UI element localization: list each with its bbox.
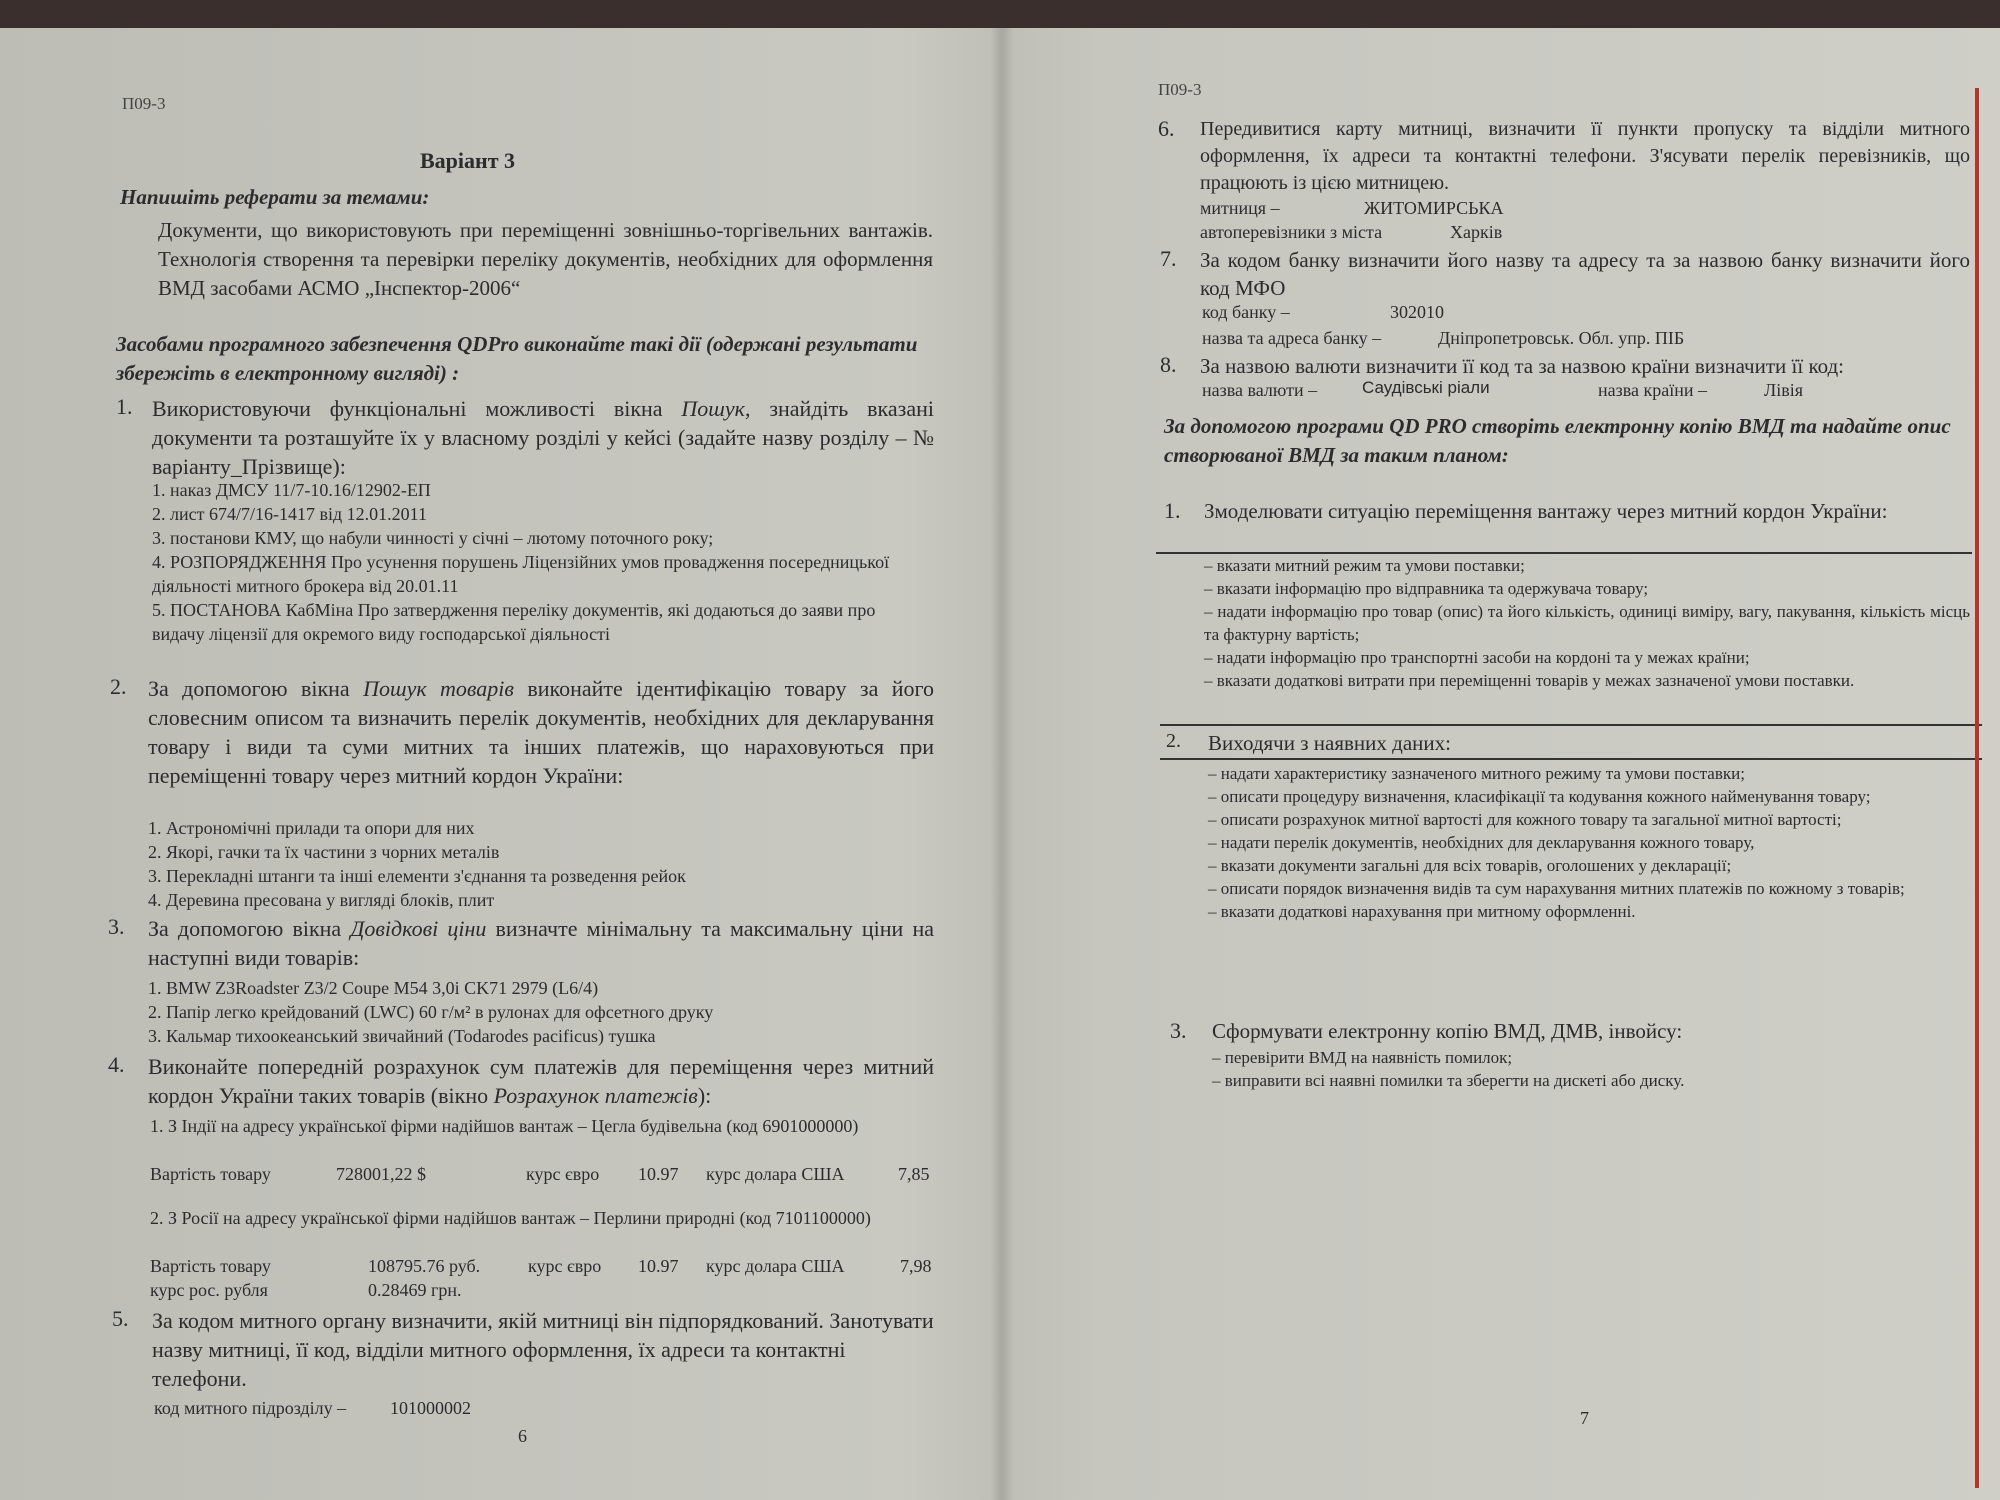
case-1-usd-label: курс долара США — [706, 1164, 845, 1184]
task-8-country-label: назва країни – — [1598, 380, 1707, 400]
list-item: 3. Кальмар тихоокеанський звичайний (Todarodes pacificus) тушка — [148, 1026, 656, 1046]
task-7-bank-name-value: Дніпропетровськ. Обл. упр. ПІБ — [1438, 328, 1685, 348]
list-item: – описати розрахунок митної вартості для кожного товару та загальної митної вартості; — [1208, 810, 1842, 829]
case-2-value-label: Вартість товару — [150, 1256, 271, 1276]
case-2-rub-label: курс рос. рубля — [150, 1280, 268, 1300]
case-2-value: 108795.76 руб. — [368, 1256, 481, 1276]
task-5-code-value: 101000002 — [390, 1398, 471, 1418]
task-2-number: 2. — [110, 674, 127, 699]
task-6-customs-value: ЖИТОМИРСЬКА — [1364, 198, 1504, 218]
page-edge-mark — [1975, 88, 1979, 1488]
document-spread — [0, 28, 2000, 1500]
task-3-list — [148, 976, 918, 1048]
task-8-text: За назвою валюти визначити її код та за назвою країни визначити її код: — [1200, 354, 1844, 378]
task-3-text: За допомогою вікна Довідкові ціни визначте мінімальну та максимальну ціни на наступні види товарів: — [148, 916, 934, 970]
list-item: 3. постанови КМУ, що набули чинності у січні – лютому поточного року; — [152, 528, 714, 548]
list-item: – вказати додаткові нарахування при митному оформленні. — [1208, 902, 1636, 921]
plan-3-list — [1212, 1046, 1972, 1092]
task-2-list — [148, 816, 918, 912]
task-8-currency-label: назва валюти – — [1202, 380, 1318, 400]
plan-1-list — [1204, 554, 1970, 692]
essay-topic: Документи, що використовують при переміщенні зовнішньо-торгівельних вантажів. Технологія створення та перевірки переліку документів, необхідних для оформлення ВМД засобами АСМО „Інспектор-2006“ — [158, 218, 933, 300]
qdpro-heading: За допомогою програми QD PRO створіть електронну копію ВМД та надайте опис створюваної ВМД за таким планом: — [1164, 414, 1951, 467]
task-5-text: За кодом митного органу визначити, якій митниці він підпорядкований. Занотувати назву митниці, її код, відділи митного оформлення, їх адреси та контактні телефони. — [152, 1308, 934, 1391]
task-6-text: Передивитися карту митниці, визначити її пункти пропуску та відділи митного оформлення, їх адреси та контактні телефони. З'ясувати перелік перевізників, що працюють із цією митницею. — [1200, 118, 1970, 194]
task-1-text: Використовуючи функціональні можливості вікна Пошук, знайдіть вказані документи та розташуйте їх у власному розділі у кейсі (задайте назву розділу – № варіанту_Прізвище): — [152, 396, 934, 479]
task-6-carriers-value: Харків — [1450, 222, 1503, 242]
list-item: – надати перелік документів, необхідних для декларування кожного товару, — [1208, 833, 1755, 852]
task-3-number: 3. — [108, 914, 125, 939]
task-7-bank-code-value: 302010 — [1390, 302, 1444, 322]
list-item: 1. BMW Z3Roadster Z3/2 Coupe M54 3,0i CK71 2979 (L6/4) — [148, 978, 599, 998]
task-7-bank-name-label: назва та адреса банку – — [1202, 328, 1382, 348]
task-6-carriers-label: автоперевізники з міста — [1200, 222, 1383, 242]
list-item: 2. лист 674/7/16-1417 від 12.01.2011 — [152, 504, 427, 524]
plan-3-number: 3. — [1170, 1018, 1187, 1043]
list-item: – надати інформацію про товар (опис) та його кількість, одиниці виміру, вагу, пакування, кількість місць та фактурну вартість; — [1204, 602, 1970, 644]
task-4-case-2: 2. З Росії на адресу української фірми надійшов вантаж – Перлини природні (код 7101100000) — [150, 1208, 871, 1228]
task-8-currency-value: Саудівські ріали — [1362, 378, 1490, 397]
task-1-list — [152, 478, 922, 646]
divider — [1160, 758, 1982, 760]
plan-2-number: 2. — [1166, 730, 1181, 752]
case-2-usd-label: курс долара США — [706, 1256, 845, 1276]
page-code: П09-3 — [122, 94, 166, 113]
list-item: – вказати інформацію про відправника та одержувача товару; — [1204, 579, 1649, 598]
list-item: 2. Якорі, гачки та їх частини з чорних металів — [148, 842, 500, 862]
case-1-value-label: Вартість товару — [150, 1164, 271, 1184]
list-item: – надати характеристику зазначеного митного режиму та умови поставки; — [1208, 764, 1745, 783]
case-2-euro-label: курс євро — [528, 1256, 602, 1276]
left-page — [0, 28, 1000, 1500]
task-1-number: 1. — [116, 394, 133, 419]
plan-1-number: 1. — [1164, 498, 1181, 523]
list-item: – виправити всі наявні помилки та зберегти на дискеті або диску. — [1212, 1071, 1685, 1090]
list-item: – вказати документи загальні для всіх товарів, оголошених у декларації; — [1208, 856, 1732, 875]
variant-title: Варіант 3 — [420, 148, 516, 173]
task-6-customs-label: митниця – — [1200, 198, 1280, 218]
task-8-number: 8. — [1160, 352, 1177, 377]
task-4-text: Виконайте попередній розрахунок сум платежів для переміщення через митний кордон України таких товарів (вікно Розрахунок платежів): — [148, 1054, 934, 1108]
list-item: – вказати митний режим та умови поставки; — [1204, 556, 1525, 575]
right-page — [1000, 28, 2000, 1500]
case-2-euro: 10.97 — [638, 1256, 679, 1276]
task-4-case-1: 1. З Індії на адресу української фірми надійшов вантаж – Цегла будівельна (код 6901000000) — [150, 1116, 859, 1136]
list-item: 4. Деревина пресована у вигляді блоків, плит — [148, 890, 495, 910]
list-item: 1. наказ ДМСУ 11/7-10.16/12902-ЕП — [152, 480, 431, 500]
list-item: 4. РОЗПОРЯДЖЕННЯ Про усунення порушень Ліцензійних умов провадження посередницької діяльності митного брокера від 20.01.11 — [152, 552, 890, 596]
task-7-number: 7. — [1160, 246, 1177, 271]
page-number: 7 — [1580, 1408, 1589, 1428]
list-item: 1. Астрономічні прилади та опори для них — [148, 818, 475, 838]
page-number: 6 — [518, 1426, 527, 1446]
task-6-number: 6. — [1158, 116, 1175, 141]
list-item: – описати порядок визначення видів та сум нарахування митних платежів по кожному з товарів; — [1208, 879, 1905, 898]
task-7-bank-code-label: код банку – — [1202, 302, 1290, 322]
plan-2-list — [1208, 762, 1974, 923]
plan-3-text: Сформувати електронну копію ВМД, ДМВ, інвойсу: — [1212, 1019, 1683, 1043]
list-item: 5. ПОСТАНОВА КабМіна Про затвердження переліку документів, які додаються до заяви про видачу ліцензії для окремого виду господарської діяльності — [152, 600, 876, 644]
task-5-code-label: код митного підрозділу – — [154, 1398, 347, 1418]
list-item: 3. Перекладні штанги та інші елементи з'єднання та розведення рейок — [148, 866, 686, 886]
task-7-text: За кодом банку визначити його назву та адресу та за назвою банку визначити його код МФО — [1200, 248, 1970, 300]
case-2-rub: 0.28469 грн. — [368, 1280, 462, 1300]
page-code: П09-3 — [1158, 80, 1202, 99]
plan-1-text: Змоделювати ситуацію переміщення вантажу через митний кордон України: — [1204, 499, 1888, 523]
list-item: 2. Папір легко крейдований (LWC) 60 г/м² в рулонах для офсетного друку — [148, 1002, 714, 1022]
case-1-euro: 10.97 — [638, 1164, 679, 1184]
list-item: – вказати додаткові витрати при переміщенні товарів у межах зазначеної умови поставки. — [1204, 671, 1855, 690]
case-2-usd: 7,98 — [900, 1256, 932, 1276]
case-1-euro-label: курс євро — [526, 1164, 600, 1184]
case-1-value: 728001,22 $ — [336, 1164, 426, 1184]
divider — [1160, 724, 1982, 726]
essay-heading: Напишіть реферати за темами: — [120, 185, 430, 209]
task-5-number: 5. — [112, 1306, 129, 1331]
list-item: – перевірити ВМД на наявність помилок; — [1212, 1048, 1513, 1067]
plan-2-text: Виходячи з наявних даних: — [1208, 731, 1451, 755]
task-4-number: 4. — [108, 1052, 125, 1077]
task-8-country-value: Лівія — [1764, 380, 1803, 400]
case-1-usd: 7,85 — [898, 1164, 930, 1184]
task-2-text: За допомогою вікна Пошук товарів виконайте ідентифікацію товару за його словесним описом та визначить перелік документів, необхідних для декларування товару і види та суми митних та інших платежів, що нараховуються при переміщенні товару через митний кордон України: — [148, 676, 934, 788]
list-item: – описати процедуру визначення, класифікації та кодування кожного найменування товару; — [1208, 787, 1871, 806]
qdpro-heading: Засобами програмного забезпечення QDPro виконайте такі дії (одержані результати збережіть в електронному вигляді) : — [116, 332, 918, 385]
list-item: – надати інформацію про транспортні засоби на кордоні та у межах країни; — [1204, 648, 1750, 667]
